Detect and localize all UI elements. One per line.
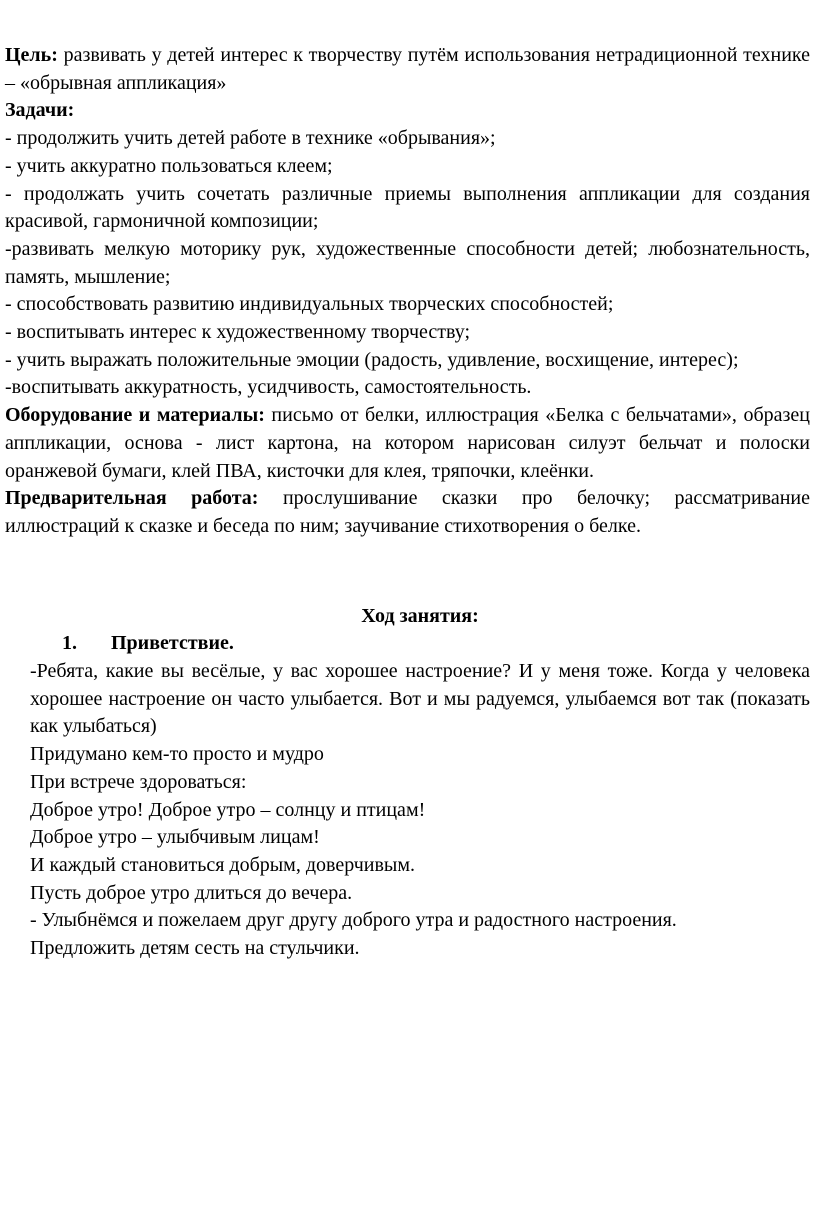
lesson-line: -Ребята, какие вы весёлые, у вас хорошее настроение? И у меня тоже. Когда у человека хорошее настроение он часто улыбается. Вот и мы радуемся, улыбаемся вот так (показать как улыбаться) xyxy=(30,660,810,738)
lesson-section xyxy=(5,603,810,963)
task-item: - воспитывать интерес к художественному творчеству; xyxy=(5,321,471,344)
task-item: -воспитывать аккуратность, усидчивость, самостоятельность. xyxy=(5,376,532,399)
goal-label: Цель: xyxy=(5,44,58,66)
paragraph-goal xyxy=(5,42,810,97)
task-item: - учить выражать положительные эмоции (радость, удивление, восхищение, интерес); xyxy=(5,348,739,371)
preliminary-text: прослушивание сказки про белочку; рассматривание иллюстраций к сказке и беседа по ним; заучивание стихотворения о белке. xyxy=(5,487,810,537)
tasks-label: Задачи: xyxy=(5,99,75,122)
task-item: - учить аккуратно пользоваться клеем; xyxy=(5,154,333,177)
task-item: - способствовать развитию индивидуальных творческих способностей; xyxy=(5,293,614,316)
equipment-text: письмо от белки, иллюстрация «Белка с бельчатами», образец аппликации, основа - лист картона, на котором нарисован силуэт бельчат и полоски оранжевой бумаги, клей ПВА, кисточки для клея, тряпочки, клеёнки. xyxy=(5,404,811,482)
lesson-line: Пусть доброе утро длиться до вечера. xyxy=(30,881,353,904)
paragraph-tasks-label xyxy=(5,97,810,125)
paragraph-preliminary xyxy=(5,485,810,540)
lesson-line: При встрече здороваться: xyxy=(30,770,247,793)
lesson-line: И каждый становиться добрым, доверчивым. xyxy=(30,853,416,876)
task-item: -развивать мелкую моторику рук, художественные способности детей; любознательность, память, мышление; xyxy=(5,237,810,288)
lesson-step xyxy=(30,630,810,658)
lesson-heading: Ход занятия: xyxy=(361,604,479,627)
task-item: - продолжить учить детей работе в технике «обрывания»; xyxy=(5,127,496,150)
lesson-line: - Улыбнёмся и пожелаем друг другу доброго утра и радостного настроения. xyxy=(30,909,677,932)
preliminary-label: Предварительная работа: xyxy=(5,487,259,510)
lesson-line: Доброе утро! Доброе утро – солнцу и птицам! xyxy=(30,798,426,821)
lesson-line: Доброе утро – улыбчивым лицам! xyxy=(30,826,320,849)
step-number: 1. xyxy=(62,632,77,655)
lesson-line: Предложить детям сесть на стульчики. xyxy=(30,937,360,960)
goal-text: развивать у детей интерес к творчеству путём использования нетрадиционной технике – «обрывная аппликация» xyxy=(5,44,810,94)
paragraph-equipment xyxy=(5,402,810,485)
equipment-label: Оборудование и материалы: xyxy=(5,404,265,427)
lesson-line: Придумано кем-то просто и мудро xyxy=(30,743,324,766)
task-item: - продолжать учить сочетать различные приемы выполнения аппликации для создания красивой, гармоничной композиции; xyxy=(5,182,810,233)
step-title: Приветствие. xyxy=(111,632,234,655)
